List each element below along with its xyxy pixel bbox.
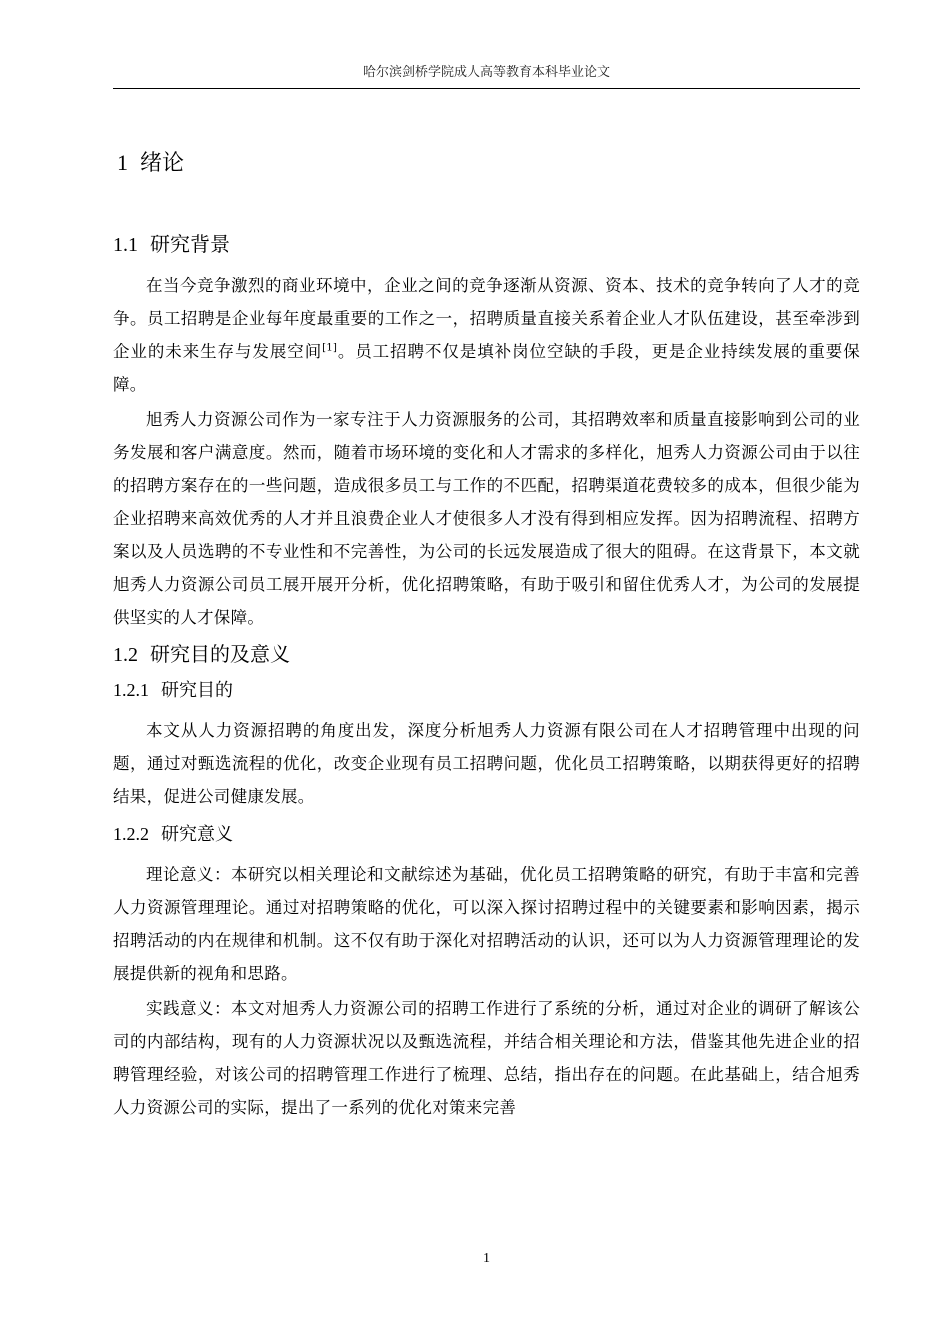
header-divider [113, 88, 860, 89]
paragraph-purpose: 本文从人力资源招聘的角度出发，深度分析旭秀人力资源有限公司在人才招聘管理中出现的问题，通过对甄选流程的优化，改变企业现有员工招聘问题，优化员工招聘策略，以期获得更好的招聘结果，促进公司健康发展。 [113, 721, 860, 806]
citation-ref: [1] [322, 342, 338, 354]
running-header: 哈尔滨剑桥学院成人高等教育本科毕业论文 [362, 65, 610, 80]
page-number: 1 [483, 1251, 490, 1266]
paragraph-theoretical-significance: 理论意义：本研究以相关理论和文献综述为基础，优化员工招聘策略的研究，有助于丰富和完善人力资源管理理论。通过对招聘策略的优化，可以深入探讨招聘过程中的关键要素和影响因素，揭示招聘活动的内在规律和机制。这不仅有助于深化对招聘活动的认识，还可以为人力资源管理理论的发展提供新的视角和思路。 [113, 865, 860, 983]
paragraph-background-2: 旭秀人力资源公司作为一家专注于人力资源服务的公司，其招聘效率和质量直接影响到公司的业务发展和客户满意度。然而，随着市场环境的变化和人才需求的多样化，旭秀人力资源公司由于以往的招聘方案存在的一些问题，造成很多员工与工作的不匹配，招聘渠道花费较多的成本，但很少能为企业招聘来高效优秀的人才并且浪费企业人才使很多人才没有得到相应发挥。因为招聘流程、招聘方案以及人员选聘的不专业性和不完善性，为公司的长远发展造成了很大的阻碍。在这背景下，本文就旭秀人力资源公司员工展开展开分析，优化招聘策略，有助于吸引和留住优秀人才，为公司的发展提供坚实的人才保障。 [113, 410, 860, 627]
subsection-title: 研究目的 [161, 680, 233, 701]
chapter-heading [117, 148, 860, 192]
paragraph-practical-significance: 实践意义：本文对旭秀人力资源公司的招聘工作进行了系统的分析，通过对企业的调研了解该公司的内部结构，现有的人力资源状况以及甄选流程，并结合相关理论和方法，借鉴其他先进企业的招聘管理经验，对该公司的招聘管理工作进行了梳理、总结，指出存在的问题。在此基础上，结合旭秀人力资源公司的实际，提出了一系列的优化对策来完善 [113, 999, 860, 1117]
paragraph-text: 。员工招聘不仅是填补岗位空缺的手段，更是企业持续发展的重要保障。 [113, 342, 860, 394]
chapter-title: 绪论 [140, 151, 185, 176]
subsection-heading-1-2-2 [113, 821, 860, 848]
paragraph-background-1 [113, 269, 860, 401]
section-number: 1.2 [113, 644, 138, 666]
section-title: 研究背景 [150, 232, 230, 256]
chapter-number: 1 [117, 150, 128, 175]
section-heading-1-1 [113, 230, 860, 259]
paragraph-text: 在当今竞争激烈的商业环境中，企业之间的竞争逐渐从资源、资本、技术的竞争转向了人才的竞争。员工招聘是企业每年度最重要的工作之一，招聘质量直接关系着企业人才队伍建设，甚至牵涉到企业的未来生存与发展空间 [113, 276, 860, 361]
section-title: 研究目的及意义 [150, 642, 290, 666]
section-number: 1.1 [113, 234, 138, 256]
subsection-title: 研究意义 [161, 824, 233, 845]
subsection-heading-1-2-1 [113, 677, 860, 704]
section-heading-1-2 [113, 640, 860, 669]
subsection-number: 1.2.1 [113, 680, 149, 700]
subsection-number: 1.2.2 [113, 824, 149, 844]
page-body [113, 140, 860, 1126]
